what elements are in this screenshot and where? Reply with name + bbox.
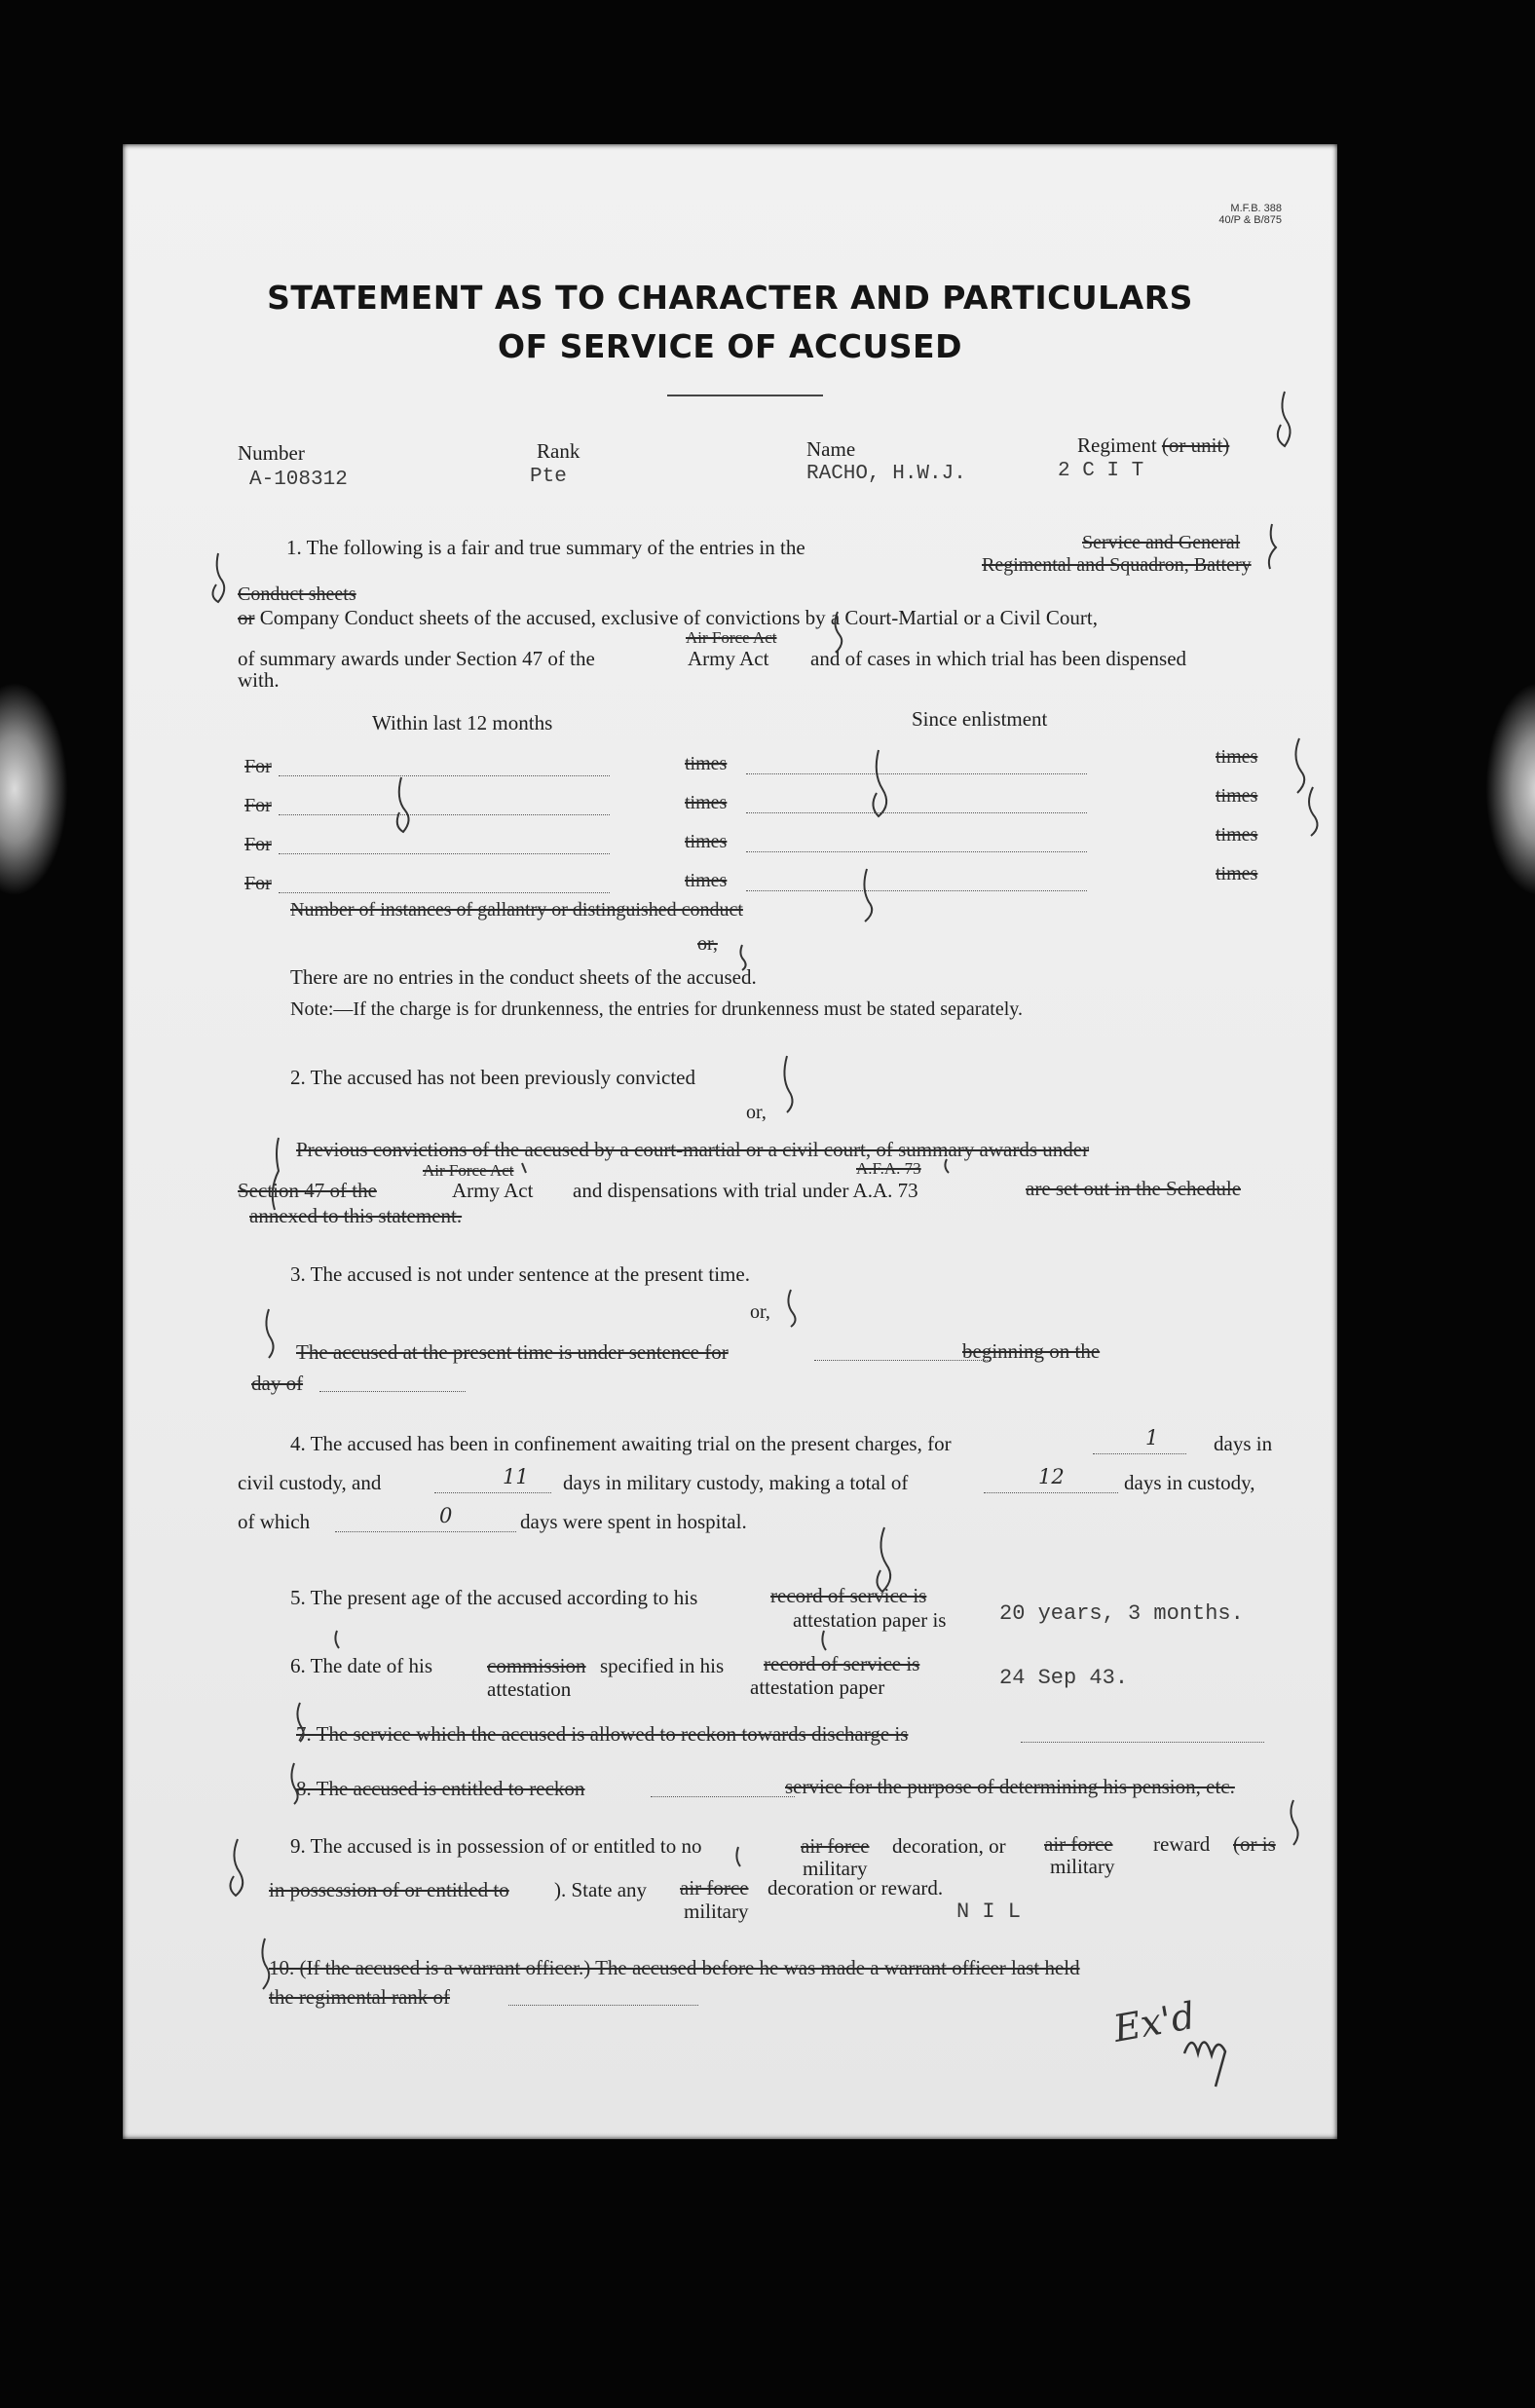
s4-v1-dots <box>1093 1453 1186 1454</box>
s10-warrant-officer: 10. (If the accused is a warrant officer.) The accused before he was made a warrant officer last held <box>269 1956 1080 1979</box>
check-mark-s9-right <box>1291 1800 1297 1845</box>
s2-line-3 <box>238 1179 377 1203</box>
check-mark-s6 <box>335 1631 339 1648</box>
s5-record-of-service: record of service is <box>770 1584 927 1607</box>
for-row-4-dots-left <box>279 892 610 893</box>
check-mark-regiment <box>1278 392 1291 446</box>
number-label: Number <box>238 441 305 465</box>
s4-line-2b: days in military custody, making a total of <box>563 1471 909 1494</box>
check-mark-s9-left <box>230 1839 243 1896</box>
document-title-line-1: STATEMENT AS TO CHARACTER AND PARTICULARS <box>267 279 1193 317</box>
no-entries-statement: There are no entries in the conduct sheets of the accused. <box>290 965 757 989</box>
check-mark-s2-or <box>784 1056 792 1112</box>
s5-age-value: 20 years, 3 months. <box>999 1601 1244 1626</box>
s9-reward: reward <box>1153 1832 1211 1856</box>
check-mark-s2-air-force <box>522 1163 526 1173</box>
s6-date-value: 24 Sep 43. <box>999 1666 1129 1690</box>
s4-hospital-days: 0 <box>439 1504 453 1527</box>
s4-v3-dots <box>984 1492 1118 1493</box>
s9-state-any: ). State any <box>554 1878 648 1901</box>
check-mark-for-left <box>397 777 409 832</box>
s1-line-4: of summary awards under Section 47 of the <box>238 647 595 670</box>
s3-or: or, <box>750 1301 770 1323</box>
for-row-1-times-right: times <box>1216 746 1258 768</box>
right-film-glow <box>1485 682 1535 896</box>
rank-label: Rank <box>537 439 580 463</box>
s1-line-1: 1. The following is a fair and true summary of the entries in the <box>286 536 805 559</box>
s6-attestation: attestation <box>487 1677 572 1701</box>
s4-line-3: of which <box>238 1510 311 1533</box>
s2-afa-73: A.F.A. 73 <box>856 1159 921 1178</box>
s1-strike-conduct-sheets: Conduct sheets <box>238 583 356 605</box>
for-row-3-dots-left <box>279 853 610 854</box>
s1-line-5: with. <box>238 668 280 692</box>
s7-service-reckon: 7. The service which the accused is allowed to reckon towards discharge is <box>296 1722 909 1746</box>
s9-decoration-reward: decoration or reward. <box>768 1876 944 1900</box>
s3-line-1: 3. The accused is not under sentence at the present time. <box>290 1262 750 1286</box>
for-row-1-dots-left <box>279 775 610 776</box>
s1-strike-regimental: Regimental and Squadron, Battery <box>982 554 1252 576</box>
s2-section-47: Section 47 of the <box>238 1179 377 1202</box>
for-row-3-times-left: times <box>685 831 728 852</box>
s10-regimental-rank: the regimental rank of <box>269 1985 451 2009</box>
s4-military-days: 11 <box>503 1465 529 1488</box>
regiment-value: 2 C I T <box>1058 460 1144 482</box>
s2-air-force-act: Air Force Act <box>423 1161 514 1180</box>
check-mark-s9-mid <box>736 1847 740 1866</box>
s1-strike-service-general: Service and General <box>1082 532 1241 553</box>
s4-line-2c: days in custody, <box>1124 1471 1255 1494</box>
title-divider <box>667 395 823 396</box>
handwritten-exd: Ex'd <box>1109 1993 1199 2051</box>
regiment-label-strike: (or unit) <box>1161 433 1230 457</box>
s9-in-possession: in possession of or entitled to <box>269 1878 509 1901</box>
form-code <box>1116 203 1282 226</box>
s9-air-force-1: air force <box>801 1834 870 1858</box>
s2-or: or, <box>746 1102 767 1123</box>
handwritten-initials <box>1184 2042 1225 2087</box>
for-row-2-label: For <box>244 795 272 816</box>
s6-commission: commission <box>487 1654 586 1677</box>
s9-decoration-or: decoration, or <box>892 1834 1006 1858</box>
check-mark-for-mid <box>873 750 886 816</box>
for-row-3-label: For <box>244 834 272 855</box>
s3-day-dots <box>319 1391 466 1392</box>
s2-line-1: 2. The accused has not been previously convicted <box>290 1066 695 1089</box>
s2-schedule: are set out in the Schedule <box>1026 1177 1242 1200</box>
s9-air-force-2: air force <box>1044 1832 1113 1856</box>
s8-dots <box>651 1796 795 1797</box>
s4-days-in: days in <box>1214 1432 1273 1455</box>
check-mark-s6-b <box>822 1631 826 1650</box>
s1-strike-air-force-act: Air Force Act <box>686 628 777 647</box>
col-within-12-months: Within last 12 months <box>372 711 553 734</box>
s2-line-3-mid: and dispensations with trial under A.A. 73 <box>573 1179 918 1202</box>
for-row-3-dots-right <box>746 851 1087 852</box>
rank-value: Pte <box>530 466 567 488</box>
drunkenness-note: Note:—If the charge is for drunkenness, the entries for drunkenness must be stated separately. <box>290 998 1023 1020</box>
s9-nil-value: N I L <box>956 1900 1022 1924</box>
s9-line-1: 9. The accused is in possession of or entitled to no <box>290 1834 702 1858</box>
s9-military-3: military <box>684 1900 749 1923</box>
gallantry-line: Number of instances of gallantry or distinguished conduct <box>290 899 743 921</box>
s5-attestation-paper: attestation paper is <box>793 1608 947 1632</box>
check-mark-for-right-2 <box>1309 787 1318 836</box>
s9-or-is: (or is <box>1233 1832 1276 1856</box>
name-value: RACHO, H.W.J. <box>806 463 966 485</box>
for-row-2-dots-right <box>746 812 1087 813</box>
s4-civil-days: 1 <box>1145 1426 1159 1449</box>
s10-dots <box>508 2005 698 2006</box>
check-mark-for-right-1 <box>1295 738 1304 793</box>
for-row-2-dots-left <box>279 814 610 815</box>
s2-annexed: annexed to this statement. <box>249 1204 463 1227</box>
check-mark-s3-or <box>788 1290 795 1327</box>
s1-line-4-rest: and of cases in which trial has been dispensed <box>810 647 1187 670</box>
s8-pension: service for the purpose of determining his pension, etc. <box>785 1775 1235 1798</box>
document-page <box>123 144 1337 2139</box>
for-row-2-times-right: times <box>1216 785 1258 807</box>
s2-army-act: Army Act <box>452 1179 534 1202</box>
check-mark-s1-service <box>1269 524 1276 569</box>
for-row-4-dots-right <box>746 890 1087 891</box>
col-since-enlistment: Since enlistment <box>912 707 1048 731</box>
s1-line-3 <box>238 606 1098 630</box>
s2-previous-convictions: Previous convictions of the accused by a court-martial or a civil court, of summary awards under <box>296 1138 1090 1161</box>
left-film-glow <box>0 682 68 896</box>
for-row-2-times-left: times <box>685 792 728 813</box>
s6-record-of-service: record of service is <box>764 1652 920 1675</box>
for-row-1-times-left: times <box>685 753 728 774</box>
s1-strike-or: or <box>238 606 255 629</box>
form-code-line-2: 40/P & B/875 <box>1218 214 1282 226</box>
s1-army-act: Army Act <box>688 647 769 670</box>
s7-dots <box>1021 1742 1264 1743</box>
s4-line-3b: days were spent in hospital. <box>520 1510 747 1533</box>
check-mark-s5 <box>877 1527 890 1592</box>
for-row-4-times-left: times <box>685 870 728 891</box>
s9-military-2: military <box>1050 1855 1115 1878</box>
for-row-4-label: For <box>244 873 272 894</box>
for-row-4-times-right: times <box>1216 863 1258 884</box>
s6-line-1: 6. The date of his <box>290 1654 432 1677</box>
check-mark-s3-left <box>266 1309 273 1358</box>
name-label: Name <box>806 437 856 461</box>
check-mark-gallantry <box>864 869 872 922</box>
check-mark-s1-left <box>212 553 224 602</box>
s5-line-1: 5. The present age of the accused according to his <box>290 1586 698 1609</box>
s3-under-sentence: The accused at the present time is under sentence for <box>296 1340 729 1364</box>
for-row-1-dots-right <box>746 773 1087 774</box>
s3-beginning-on: beginning on the <box>962 1339 1101 1363</box>
regiment-label <box>1077 433 1229 458</box>
s4-line-1: 4. The accused has been in confinement awaiting trial on the present charges, for <box>290 1432 952 1455</box>
form-code-line-1: M.F.B. 388 <box>1230 203 1282 214</box>
s4-total-days: 12 <box>1038 1465 1065 1488</box>
number-value: A-108312 <box>249 469 348 491</box>
s6-attestation-paper: attestation paper <box>750 1675 885 1699</box>
s9-air-force-3: air force <box>680 1876 749 1900</box>
s1-or: or, <box>697 933 718 955</box>
s6-specified: specified in his <box>600 1654 725 1677</box>
s1-line-3-text: Company Conduct sheets of the accused, exclusive of convictions by a Court-Martial or a Civil Court, <box>259 606 1098 629</box>
s3-day-of: day of <box>251 1372 304 1395</box>
s4-v4-dots <box>335 1531 516 1532</box>
s4-line-2: civil custody, and <box>238 1471 382 1494</box>
document-title-line-2: OF SERVICE OF ACCUSED <box>498 327 962 365</box>
s9-military-1: military <box>803 1857 868 1880</box>
for-row-3-times-right: times <box>1216 824 1258 846</box>
s8-entitled-reckon: 8. The accused is entitled to reckon <box>296 1777 585 1800</box>
for-row-1-label: For <box>244 756 272 777</box>
regiment-label-text: Regiment <box>1077 433 1157 457</box>
s4-v2-dots <box>434 1492 551 1493</box>
